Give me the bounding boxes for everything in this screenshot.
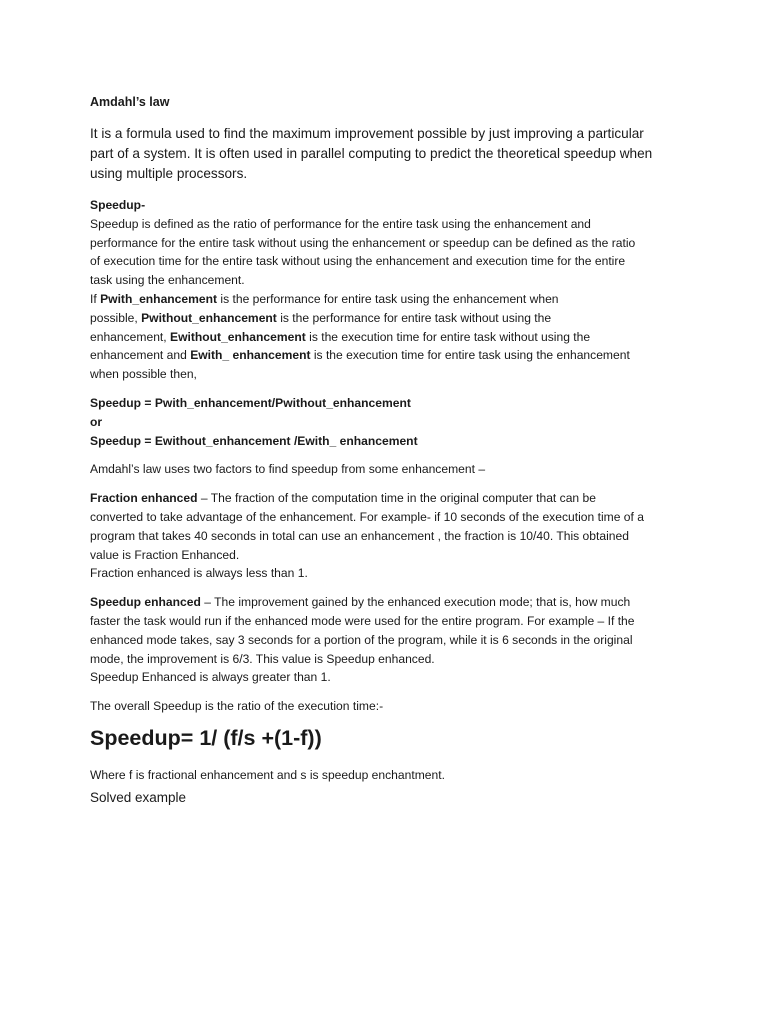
- speedup-heading: Speedup-: [90, 198, 146, 212]
- overall-speedup-text: The overall Speedup is the ratio of the execution time:-: [90, 699, 384, 714]
- speedup-definition: [90, 196, 690, 384]
- if-line: when possible then,: [90, 367, 197, 382]
- speedup-enhanced-term: Speedup enhanced: [90, 595, 201, 610]
- speedup-formula: Speedup= 1/ (f/s +(1-f)): [90, 725, 322, 750]
- intro-line: using multiple processors.: [90, 166, 248, 181]
- formula-block: [90, 394, 690, 450]
- fraction-enhanced-term: Fraction enhanced: [90, 491, 198, 506]
- where-text: Where f is fractional enhancement and s is speedup enchantment.: [90, 767, 445, 782]
- document-title: Amdahl’s law: [90, 95, 170, 109]
- if-line: If Pwith_enhancement is the performance for entire task using the enhancement when: [90, 291, 559, 306]
- factors-intro: Amdahl’s law uses two factors to find speedup from some enhancement –: [90, 462, 486, 477]
- if-line: enhancement, Ewithout_enhancement is the execution time for entire task without using the: [90, 329, 591, 344]
- speedup-enhanced-paragraph: Speedup enhanced – The improvement gained by the enhanced execution mode; that is, how much faster the task would run if the enhanced mode were used for the entire program. For example – If the enhanced mode takes, say 3 seconds for a portion of the program, while it is 6 seconds in the original mode, the improvement is 6/3. This value is Speedup enhanced. Speedup Enhanced is always greater than 1.: [90, 595, 635, 685]
- solved-example-heading: Solved example: [90, 789, 187, 805]
- definition-line: Speedup is defined as the ratio of performance for the entire task using the enhancement and: [90, 216, 591, 231]
- formula-or: or: [90, 414, 103, 429]
- definition-line: of execution time for the entire task without using the enhancement and execution time for the entire: [90, 254, 626, 269]
- fraction-enhanced-paragraph: Fraction enhanced – The fraction of the computation time in the original computer that can be converted to take advantage of the enhancement. For example- if 10 seconds of the execution time of a program that takes 40 seconds in total can use an enhancement , the fraction is 10/40. This obtained value is Fraction Enhanced. Fraction enhanced is always less than 1.: [90, 491, 644, 581]
- intro-line: part of a system. It is often used in parallel computing to predict the theoretical speedup when: [90, 146, 653, 161]
- definition-line: performance for the entire task without using the enhancement or speedup can be defined as the ratio: [90, 235, 636, 250]
- definition-line: task using the enhancement.: [90, 273, 245, 288]
- if-line: enhancement and Ewith_ enhancement is the execution time for entire task using the enhancement: [90, 348, 630, 363]
- intro-paragraph: [90, 124, 690, 184]
- formula-execution-time: Speedup = Ewithout_enhancement /Ewith_ enhancement: [90, 433, 418, 448]
- if-line: possible, Pwithout_enhancement is the performance for entire task without using the: [90, 310, 552, 325]
- document-page: [90, 94, 690, 807]
- formula-performance: Speedup = Pwith_enhancement/Pwithout_enhancement: [90, 395, 411, 410]
- intro-line: It is a formula used to find the maximum improvement possible by just improving a particular: [90, 126, 644, 141]
